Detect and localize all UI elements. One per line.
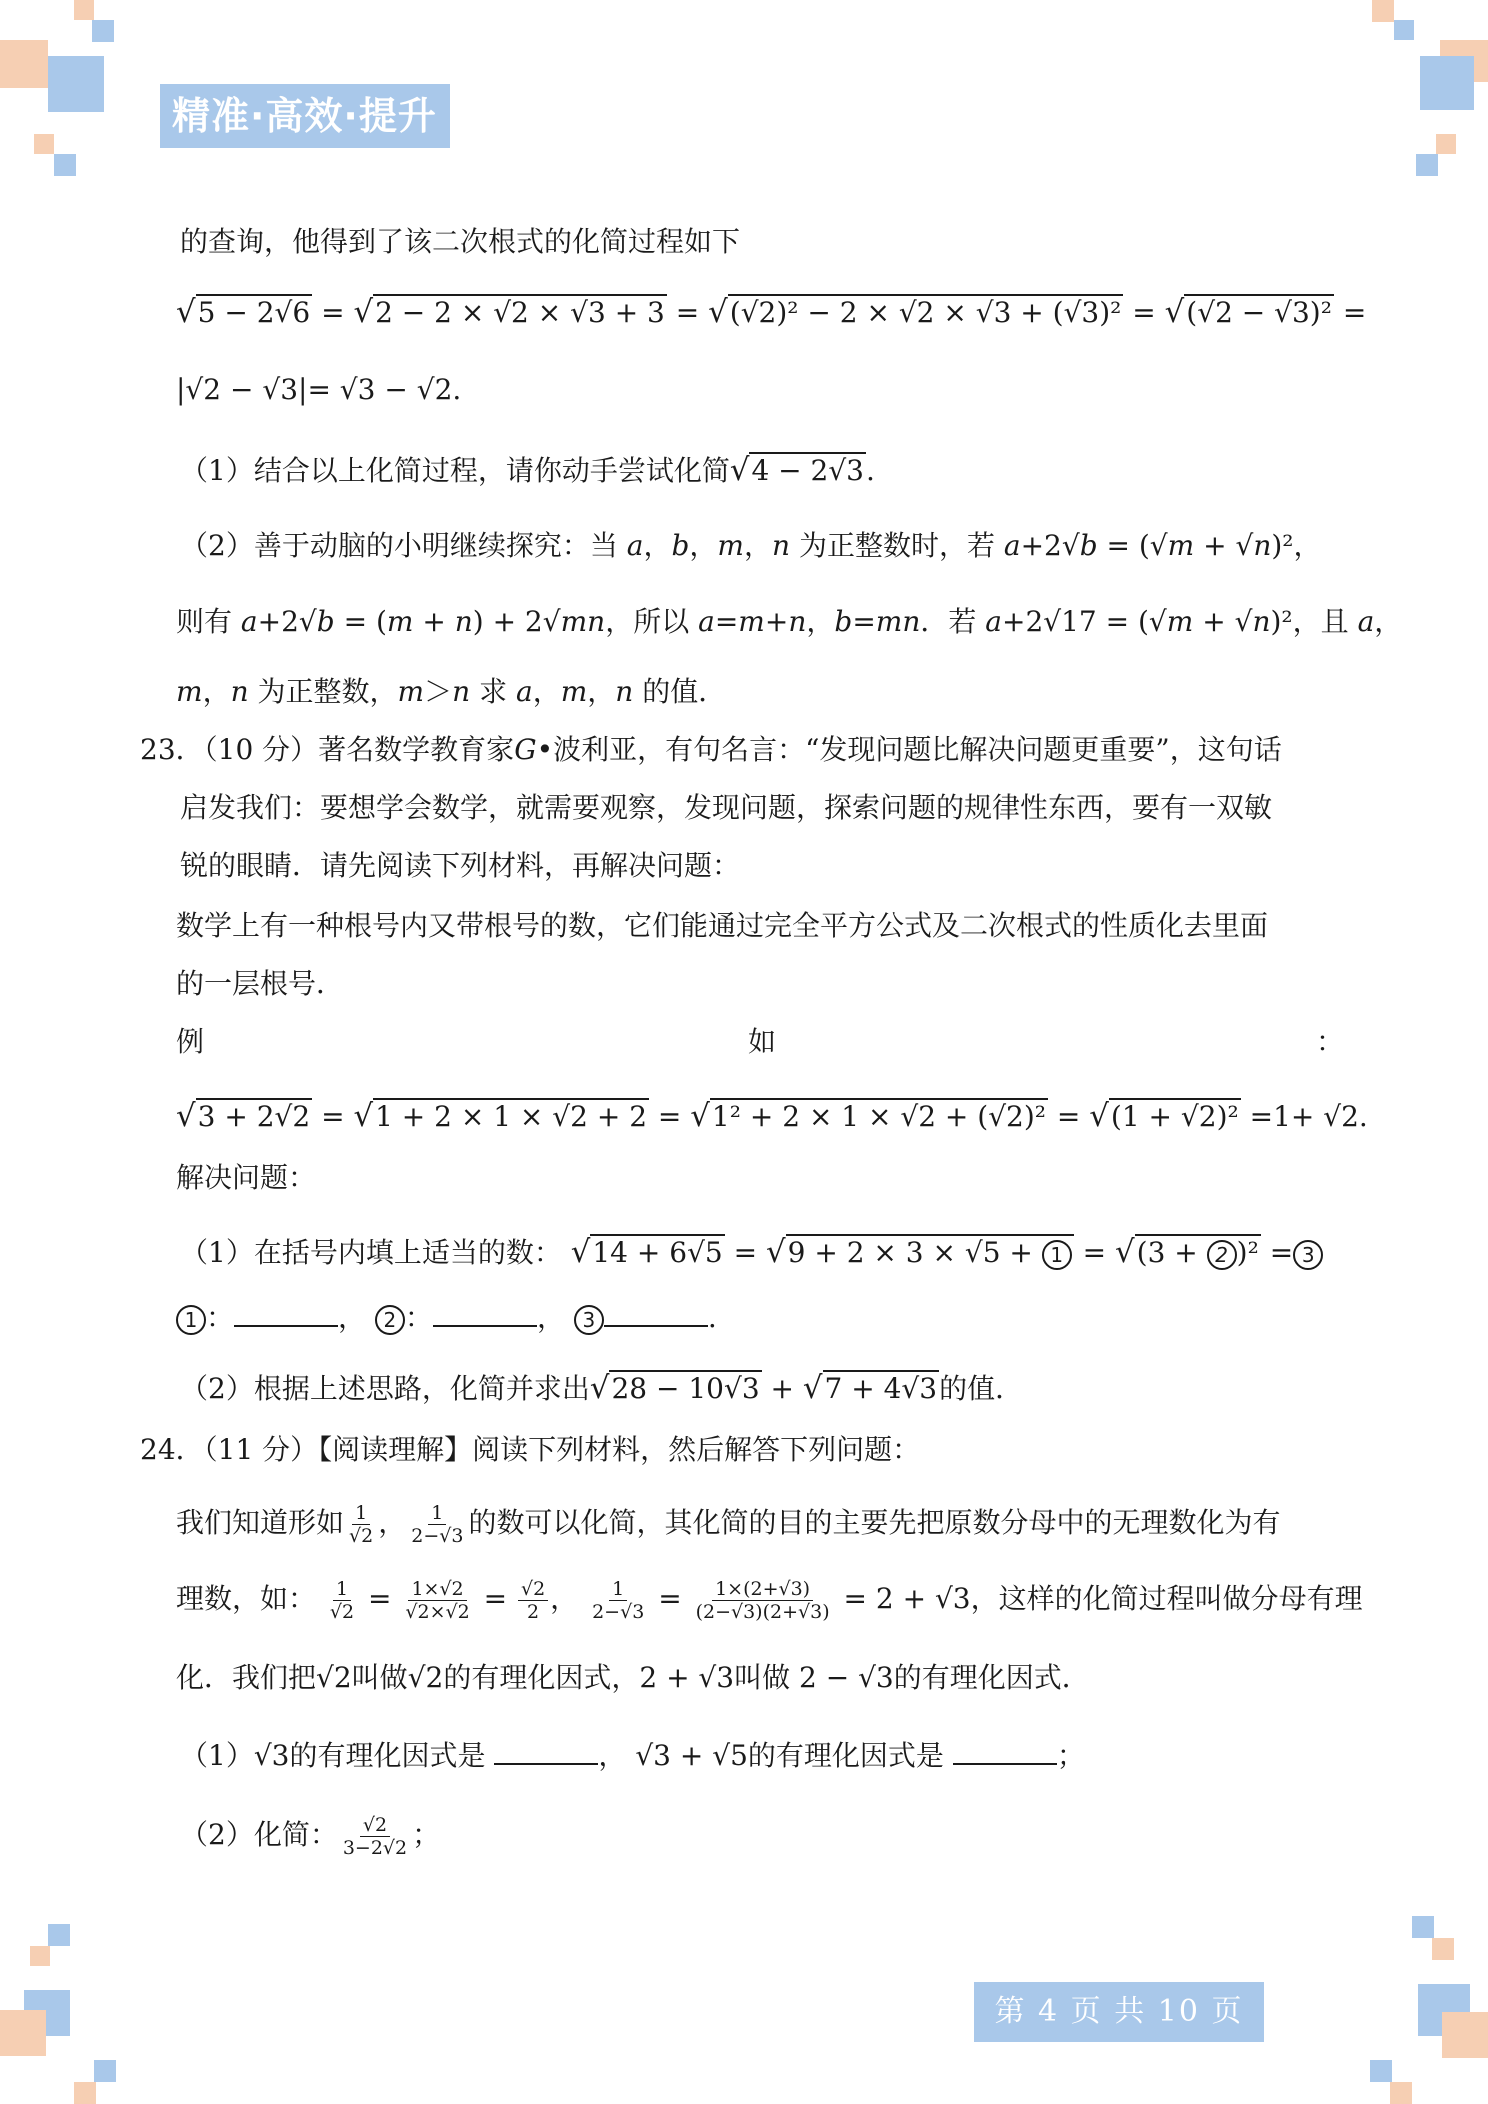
q22-part1: （1）结合以上化简过程，请你动手尝试化简√4 − 2√3. [180, 452, 875, 488]
q24-line2: 理数，如： $\frac{1}{√2}$ = $\frac{1\times√2}{√2\times√2}$ = $\frac{√2}{2}$ ， $\frac{1}{2-√3}$ = $\frac{1\times(2+√3)}{(2-√3)(2+√3)}$ = 2 + √3，这样的化简过程叫做分母有理 [176, 1578, 1363, 1623]
q23-example-label-3: ： [1316, 1025, 1345, 1058]
q24-blank-1[interactable] [494, 1739, 598, 1765]
q24-line1: 我们知道形如 $\frac{1}{√2}$ ， $\frac{1}{2-√3}$ 的数可以化简，其化简的目的主要先把原数分母中的无理数化为有 [176, 1502, 1281, 1547]
q23-line4: 数学上有一种根号内又带根号的数，它们能通过完全平方公式及二次根式的性质化去里面 [176, 909, 1269, 942]
q23-line5: 的一层根号． [176, 967, 345, 1000]
page-number: 第 4 页 共 10 页 [974, 1982, 1264, 2042]
q24-part2: （2）化简： $\frac{√2}{3-2√2}$ ； [180, 1814, 441, 1859]
blank-3[interactable] [604, 1301, 708, 1327]
q22-part2-line2: 则有 a+2√b = (m + n) + 2√mn，所以 a=m+n，b=mn．若 a+2√17 = (√m + √n)²，且 a， [176, 605, 1403, 638]
q23-example-label-1: 例 [176, 1025, 205, 1058]
q22-derivation-line2: |√2 − √3|= √3 − √2. [176, 373, 462, 406]
blank-1[interactable] [234, 1301, 338, 1327]
q22-intro: 的查询，他得到了该二次根式的化简过程如下 [180, 225, 741, 258]
q22-derivation-line1: √5 − 2√6 = √2 − 2 × √2 × √3 + 3 = √(√2)² − 2 × √2 × √3 + (√3)² = √(√2 − √3)² = [176, 294, 1367, 330]
q24-line3: 化．我们把√2叫做√2的有理化因式，2 + √3叫做 2 − √3的有理化因式． [176, 1661, 1090, 1694]
q24-part1: （1）√3的有理化因式是 ， √3 + √5的有理化因式是 ； [180, 1739, 1085, 1772]
q24-title: 24．（11 分）【阅读理解】阅读下列材料，然后解答下列问题： [140, 1433, 921, 1466]
q23-line1: 23．（10 分）著名数学教育家G•波利亚，有句名言：“发现问题比解决问题更重要”，这句话 [140, 733, 1282, 766]
q23-blanks: 1 ： ， 2 ： ， 3 . [176, 1298, 717, 1338]
blank-2[interactable] [433, 1301, 537, 1327]
q22-part2-line3: m，n 为正整数，m＞n 求 a，m，n 的值． [176, 675, 727, 708]
q23-part2: （2）根据上述思路，化简并求出√28 − 10√3 + √7 + 4√3的值． [180, 1370, 1024, 1406]
q23-line2: 启发我们：要想学会数学，就需要观察，发现问题，探索问题的规律性东西，要有一双敏 [180, 791, 1273, 824]
q23-part1: （1）在括号内填上适当的数： √14 + 6√5 = √9 + 2 × 3 × √5 + 1 = √(3 + 2 )² = 3 [180, 1232, 1323, 1273]
header-badge: 精准·高效·提升 [160, 84, 450, 148]
q23-line3: 锐的眼睛．请先阅读下列材料，再解决问题： [180, 849, 741, 882]
q24-blank-2[interactable] [953, 1739, 1057, 1765]
q22-part2: （2）善于动脑的小明继续探究：当 a，b，m，n 为正整数时，若 a+2√b = (√m + √n)²， [180, 529, 1322, 562]
q23-solve-label: 解决问题： [176, 1161, 317, 1194]
q23-example-derivation: √3 + 2√2 = √1 + 2 × 1 × √2 + 2 = √1² + 2 × 1 × √2 + (√2)² = √(1 + √2)² =1+ √2. [176, 1098, 1368, 1134]
q23-example-label-2: 如 [748, 1025, 777, 1058]
